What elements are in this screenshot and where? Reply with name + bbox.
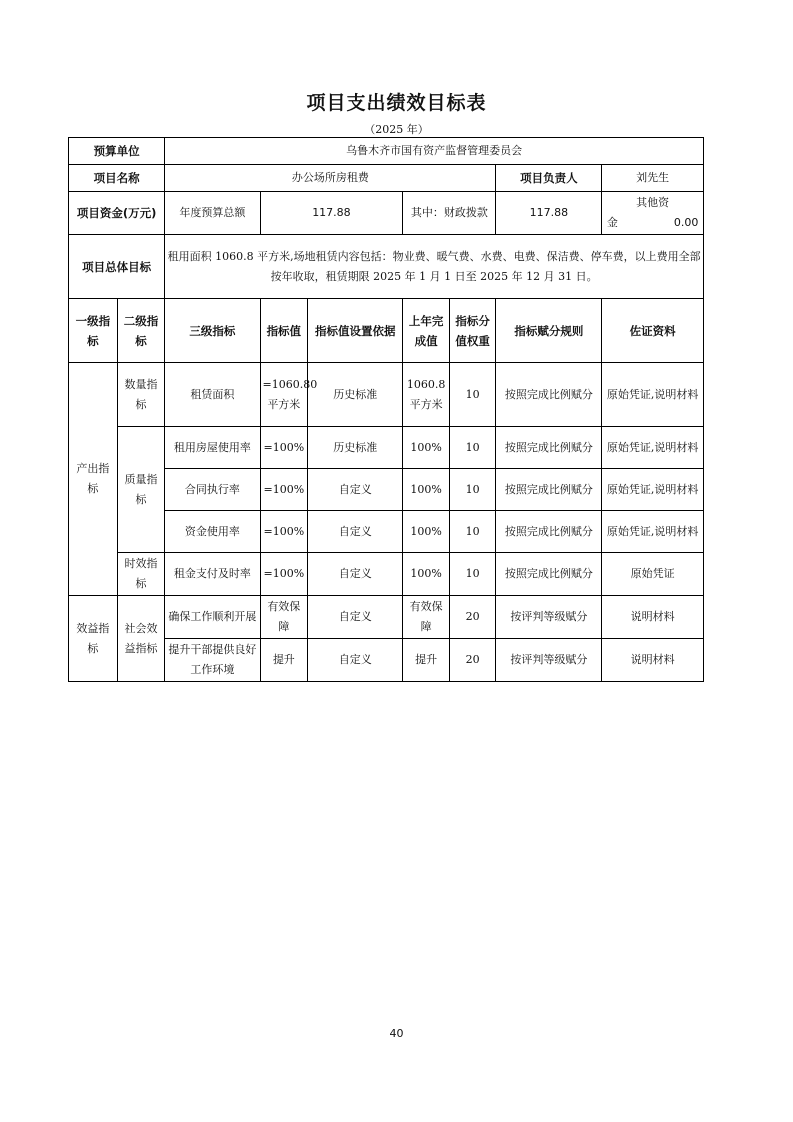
row-basis: 自定义 [308,596,403,639]
table-row [69,553,704,596]
table-row [69,596,704,639]
goal-label: 项目总体目标 [69,235,165,299]
project-name-value: 办公场所房租费 [165,165,496,192]
row-weight: 10 [449,553,496,596]
header-rule: 指标赋分规则 [496,299,602,363]
funds-row [69,192,704,235]
owner-label: 项目负责人 [496,165,602,192]
other-funds-label: 其他资金 [606,196,670,229]
row-basis: 自定义 [308,511,403,553]
owner-value: 刘先生 [602,165,704,192]
row-evidence: 说明材料 [602,596,704,639]
other-funds-amount: 0.00 [673,216,699,229]
row-weight: 10 [449,363,496,427]
row-value: =100% [260,511,308,553]
project-name-label: 项目名称 [69,165,165,192]
row-last-year: 1060.8平方米 [403,363,450,427]
row-level3: 租用房屋使用率 [165,427,260,469]
row-evidence: 原始凭证,说明材料 [602,363,704,427]
row-weight: 20 [449,596,496,639]
row-level3: 提升干部提供良好工作环境 [165,639,260,682]
header-level1: 一级指标 [69,299,118,363]
row-rule: 按照完成比例赋分 [496,427,602,469]
row-value: 提升 [260,639,308,682]
row-basis: 自定义 [308,469,403,511]
row-value: =100% [260,553,308,596]
level2-quantity: 数量指标 [117,363,165,427]
row-weight: 10 [449,469,496,511]
header-basis: 指标值设置依据 [308,299,403,363]
annual-total-label: 年度预算总额 [165,192,260,235]
year-label: （2025 年） [364,123,429,136]
table-row [69,427,704,469]
row-value: =1060.80平方米 [260,363,308,427]
row-evidence: 说明材料 [602,639,704,682]
row-evidence: 原始凭证,说明材料 [602,469,704,511]
row-last-year: 100% [403,469,450,511]
row-evidence: 原始凭证,说明材料 [602,511,704,553]
row-last-year: 100% [403,427,450,469]
level1-output: 产出指标 [69,363,118,596]
row-rule: 按照完成比例赋分 [496,363,602,427]
project-name-row [69,165,704,192]
row-value: 有效保障 [260,596,308,639]
header-row [69,299,704,363]
row-level3: 租赁面积 [165,363,260,427]
row-level3: 资金使用率 [165,511,260,553]
annual-total-value: 117.88 [260,192,403,235]
page-title: 项目支出绩效目标表 [306,92,487,114]
funds-label: 项目资金(万元) [69,192,165,235]
level2-quality: 质量指标 [117,427,165,553]
row-rule: 按照完成比例赋分 [496,553,602,596]
performance-table [68,137,704,682]
row-level3: 确保工作顺利开展 [165,596,260,639]
row-weight: 10 [449,427,496,469]
row-level3: 租金支付及时率 [165,553,260,596]
row-weight: 10 [449,511,496,553]
row-basis: 自定义 [308,553,403,596]
goal-row [69,235,704,299]
other-funds-value [602,192,704,235]
level2-social: 社会效益指标 [117,596,165,682]
row-value: =100% [260,469,308,511]
goal-text: 租用面积 1060.8 平方米,场地租赁内容包括：物业费、暖气费、水费、电费、保洁费、停车费，以上费用全部按年收取，租赁期限 2025 年 1 月 1 日至 2025 年 12 月 31 日。 [165,235,704,299]
fiscal-value: 117.88 [496,192,602,235]
row-rule: 按评判等级赋分 [496,596,602,639]
row-value: =100% [260,427,308,469]
header-evidence: 佐证资料 [602,299,704,363]
row-rule: 按评判等级赋分 [496,639,602,682]
unit-value: 乌鲁木齐市国有资产监督管理委员会 [165,138,704,165]
row-weight: 20 [449,639,496,682]
row-evidence: 原始凭证,说明材料 [602,427,704,469]
row-last-year: 100% [403,553,450,596]
row-basis: 历史标准 [308,427,403,469]
row-rule: 按照完成比例赋分 [496,469,602,511]
row-last-year: 提升 [403,639,450,682]
row-basis: 自定义 [308,639,403,682]
level2-timeliness: 时效指标 [117,553,165,596]
row-evidence: 原始凭证 [602,553,704,596]
header-level3: 三级指标 [165,299,260,363]
unit-row [69,138,704,165]
unit-label: 预算单位 [69,138,165,165]
header-level2: 二级指标 [117,299,165,363]
row-basis: 历史标准 [308,363,403,427]
header-last-year: 上年完成值 [403,299,450,363]
header-weight: 指标分值权重 [449,299,496,363]
page-number: 40 [389,1027,404,1040]
row-last-year: 100% [403,511,450,553]
fiscal-label: 其中：财政拨款 [403,192,496,235]
table-row [69,363,704,427]
level1-benefit: 效益指标 [69,596,118,682]
row-level3: 合同执行率 [165,469,260,511]
row-rule: 按照完成比例赋分 [496,511,602,553]
row-last-year: 有效保障 [403,596,450,639]
header-value: 指标值 [260,299,308,363]
